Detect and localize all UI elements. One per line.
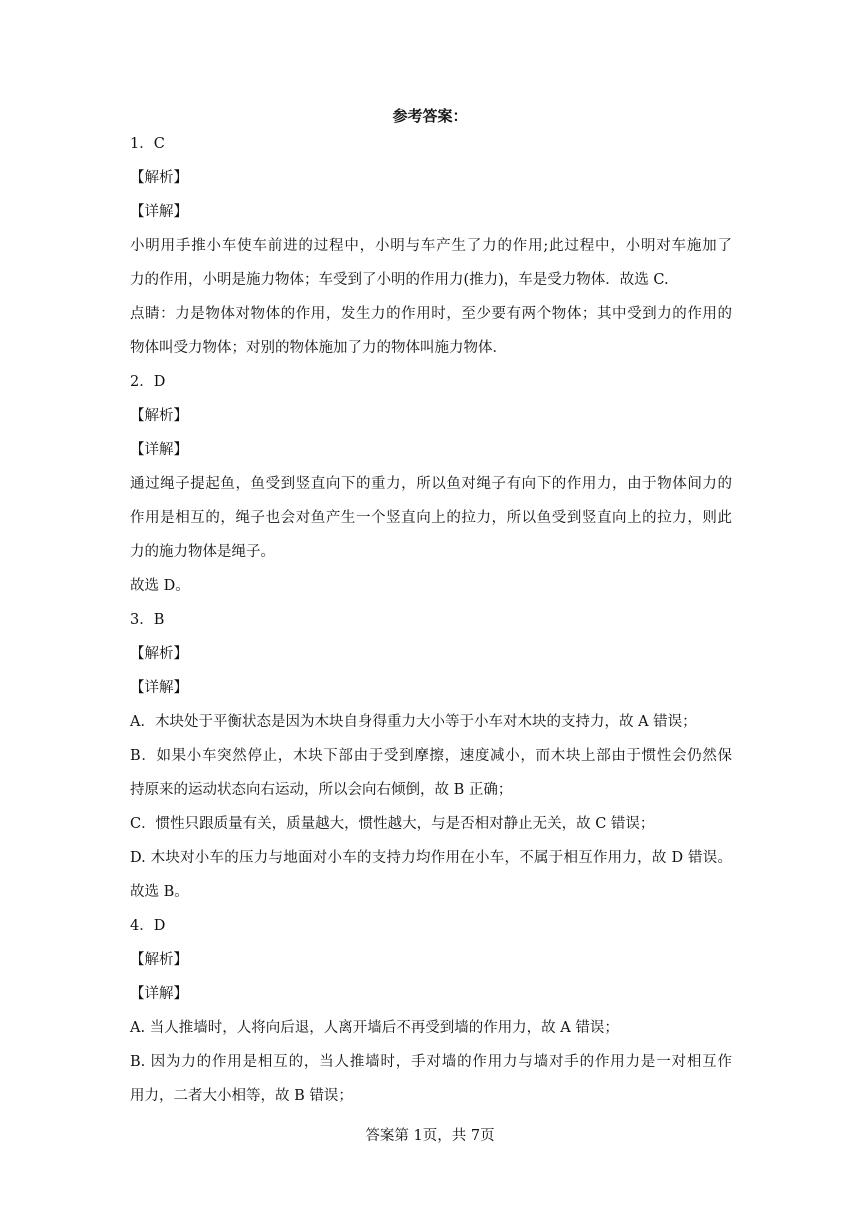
text-line: 物体叫受力物体；对别的物体施加了力的物体叫施力物体． [130,340,507,356]
text-line: 小明用手推小车使车前进的过程中，小明与车产生了力的作用;此过程中，小明对车施加了 [130,238,732,254]
answer-content [130,133,732,1119]
text-line: 【详解】 [130,680,188,696]
text-line: 通过绳子提起鱼，鱼受到竖直向下的重力，所以鱼对绳子有向下的作用力，由于物体间力的 [130,476,732,492]
text-line: B．如果小车突然停止，木块下部由于受到摩擦，速度减小，而木块上部由于惯性会仍然保 [130,748,732,764]
text-line: 1．C [130,136,165,152]
text-line: 【解析】 [130,646,188,662]
text-line: 力的施力物体是绳子。 [130,544,275,560]
text-line: 力的作用，小明是施力物体；车受到了小明的作用力(推力)，车是受力物体．故选 C. [130,272,669,288]
text-line: A．木块处于平衡状态是因为木块自身得重力大小等于小车对木块的支持力，故 A 错误； [130,714,697,730]
text-line: 【详解】 [130,986,188,1002]
text-line: 3．B [130,612,165,628]
text-line: 【详解】 [130,204,188,220]
text-line: 【解析】 [130,952,188,968]
text-line: 用力，二者大小相等，故 B 错误； [130,1088,353,1104]
text-line: 4．D [130,918,166,934]
text-line: 点睛：力是物体对物体的作用，发生力的作用时，至少要有两个物体；其中受到力的作用的 [130,306,732,322]
text-line: A. 当人推墙时，人将向后退，人离开墙后不再受到墙的作用力，故 A 错误； [130,1020,619,1036]
text-line: 作用是相互的，绳子也会对鱼产生一个竖直向上的拉力，所以鱼受到竖直向上的拉力，则此 [130,510,732,526]
text-line: 【详解】 [130,442,188,458]
answer-key-title: 参考答案： [392,107,468,125]
text-line: 持原来的运动状态向右运动，所以会向右倾倒，故 B 正确； [130,782,513,798]
text-line: 【解析】 [130,170,188,186]
text-line: 故选 B。 [130,884,189,900]
text-line: C．惯性只跟质量有关，质量越大，惯性越大，与是否相对静止无关，故 C 错误； [130,816,655,832]
page-footer: 答案第 1页，共 7页 [365,1128,495,1144]
text-line: 【解析】 [130,408,188,424]
text-line: 故选 D。 [130,578,190,594]
text-line: D. 木块对小车的压力与地面对小车的支持力均作用在小车，不属于相互作用力，故 D 错误。 [130,850,732,866]
text-line: 2．D [130,374,166,390]
text-line: B. 因为力的作用是相互的，当人推墙时，手对墙的作用力与墙对手的作用力是一对相互作 [130,1054,732,1070]
